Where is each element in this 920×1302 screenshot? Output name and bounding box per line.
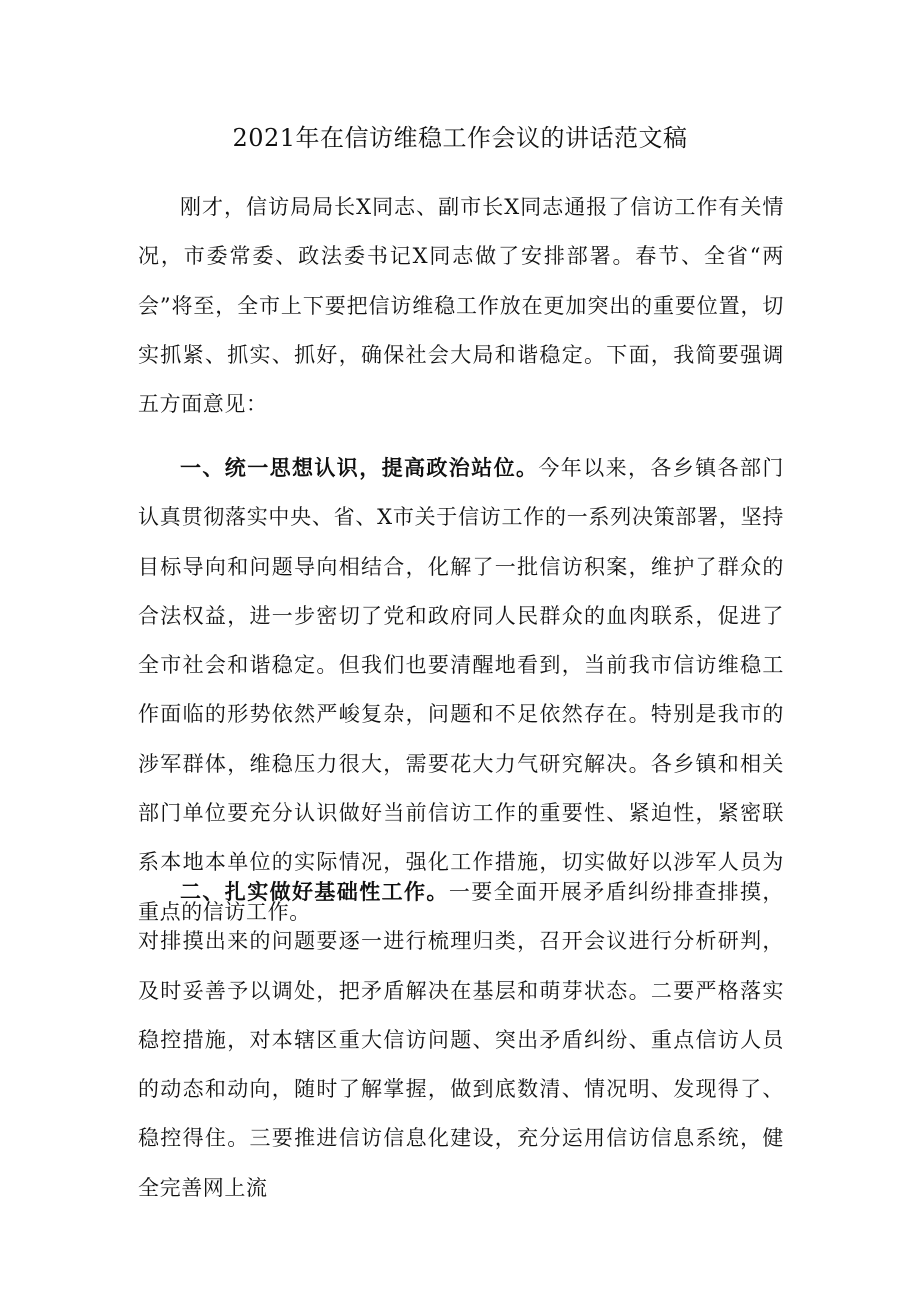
paragraph-body: 今年以来，各乡镇各部门认真贯彻落实中央、省、X市关于信访工作的一系列决策部署，坚持目标导向和问题导向相结合，化解了一批信访积案，维护了群众的合法权益，进一步密切了党和政府同人民群众的血肉联系，促进了全市社会和谐稳定。但我们也要清醒地看到，当前我市信访维稳工作面临的形势依然严峻复杂，问题和不足依然存在。特别是我市的涉军群体，维稳压力很大，需要花大力气研究解决。各乡镇和相关部门单位要充分认识做好当前信访工作的重要性、紧迫性，紧密联系本地本单位的实际情况，强化工作措施，切实做好以涉军人员为重点的信访工作。 [138,456,784,924]
paragraph-body: 刚才，信访局局长X同志、副市长X同志通报了信访工作有关情况，市委常委、政法委书记X同志做了安排部署。春节、全省“两会”将至，全市上下要把信访维稳工作放在更加突出的重要位置，切实抓紧、抓实、抓好，确保社会大局和谐稳定。下面，我简要强调五方面意见： [138,195,784,417]
section-heading: 一、统一思想认识，提高政治站位。 [180,455,539,480]
section-heading: 二、扎实做好基础性工作。 [180,879,449,904]
paragraph-section-1 [138,443,784,937]
paragraph-intro [138,182,784,429]
document-title: 2021年在信访维稳工作会议的讲话范文稿 [232,124,688,152]
paragraph-body: 一要全面开展矛盾纠纷排查排摸，对排摸出来的问题要逐一进行梳理归类，召开会议进行分析研判，及时妥善予以调处，把矛盾解决在基层和萌芽状态。二要严格落实稳控措施，对本辖区重大信访问题、突出矛盾纠纷、重点信访人员的动态和动向，随时了解掌握，做到底数清、情况明、发现得了、稳控得住。三要推进信访信息化建设，充分运用信访信息系统，健全完善网上流 [138,880,785,1200]
paragraph-section-2 [138,867,784,1213]
